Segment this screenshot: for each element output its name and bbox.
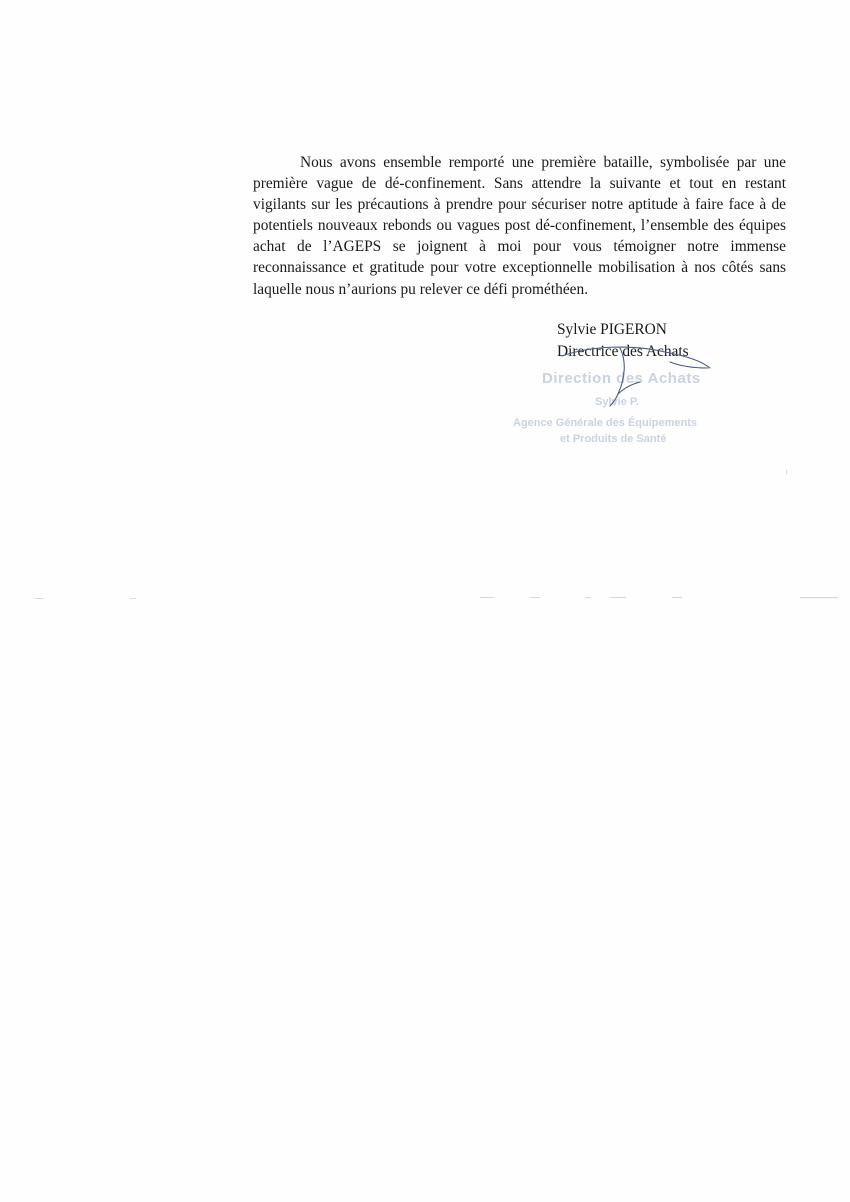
stamp-line-2: Sylvie P.	[595, 396, 639, 408]
letter-body-paragraph: Nous avons ensemble remporté une première bataille, symbolisée par une première vague de dé-confinement. Sans attendre la suivante et tout en restant vigilants sur les précautions à prendre pour sécuriser notre aptitude à faire face à de potentiels nouveaux rebonds ou vagues post dé-confinement, l’ensemble des équipes achat de l’AGEPS se joignent à moi pour vous témoigner notre immense reconnaissance et gratitude pour votre exceptionnelle mobilisation à nos côtés sans laquelle nous n’aurions pu relever ce défi prométhéen.	[253, 154, 786, 298]
stamp-line-4: et Produits de Santé	[560, 433, 667, 445]
signatory-name: Sylvie PIGERON	[557, 321, 667, 338]
stamp-line-3: Agence Générale des Équipements	[513, 417, 698, 429]
handwritten-signature	[560, 338, 730, 418]
signatory-title: Directrice des Achats	[557, 343, 689, 360]
stamp-line-1: Direction des Achats	[542, 370, 701, 387]
